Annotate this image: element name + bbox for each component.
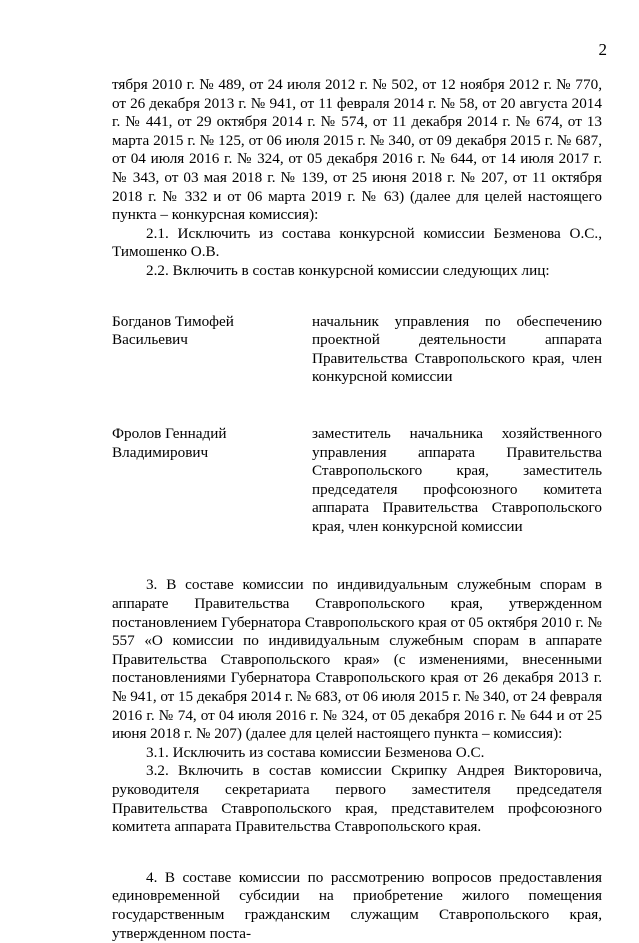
member-name: Богданов Тимофей Васильевич	[112, 312, 234, 349]
item-3-1: 3.1. Исключить из состава комиссии Безменова О.С.	[146, 743, 485, 761]
member-role: заместитель начальника хозяйственного управления аппарата Правительства Ставропольского края, заместитель председателя профсоюзного комитета аппарата Правительства Ставропольского края, член конкурсной комиссии	[312, 424, 602, 535]
commission-member	[112, 425, 602, 537]
section-spacer	[112, 387, 602, 425]
section-spacer	[112, 281, 602, 313]
document-body	[112, 76, 602, 943]
item-3: 3. В составе комиссии по индивидуальным служебным спорам в аппарате Правительства Ставропольского края, утвержденном постановлением Губернатора Ставропольского края от 05 октября 2010 г. № 557 «О комиссии по индивидуальным служебным спорам в аппарате Правительства Ставропольского края» (с изменениями, внесенными постановлениями Губернатора Ставропольского края от 26 декабря 2013 г. № 941, от 15 декабря 2014 г. № 683, от 06 июля 2015 г. № 340, от 24 февраля 2016 г. № 74, от 04 июля 2016 г. № 324, от 05 декабря 2016 г. № 644 и от 25 июня 2018 г. № 207) (далее для целей настоящего пункта – комиссия):	[112, 576, 602, 743]
item-2-2: 2.2. Включить в состав конкурсной комиссии следующих лиц:	[146, 261, 550, 279]
commission-member	[112, 313, 602, 387]
member-role: начальник управления по обеспечению проектной деятельности аппарата Правительства Ставропольского края, член конкурсной комиссии	[312, 312, 602, 386]
intro-paragraph: тября 2010 г. № 489, от 24 июля 2012 г. № 502, от 12 ноября 2012 г. № 770, от 26 декабря 2013 г. № 941, от 11 февраля 2014 г. № 58, от 20 августа 2014 г. № 441, от 29 октября 2014 г. № 574, от 11 декабря 2014 г. № 674, от 13 марта 2015 г. № 125, от 06 июля 2015 г. № 340, от 09 декабря 2015 г. № 687, от 04 июля 2016 г. № 324, от 05 декабря 2016 г. № 644, от 14 июля 2017 г. № 343, от 03 мая 2018 г. № 139, от 25 июня 2018 г. № 207, от 11 октября 2018 г. № 332 и от 06 марта 2019 г. № 63) (далее для целей настоящего пункта – конкурсная комиссия):	[112, 76, 602, 224]
item-4: 4. В составе комиссии по рассмотрению вопросов предоставления единовременной субсидии на приобретение жилого помещения государственным гражданским служащим Ставропольского края, утвержденном поста-	[112, 868, 602, 942]
page-number: 2	[598, 40, 607, 59]
item-3-2: 3.2. Включить в состав комиссии Скрипку Андрея Викторовича, руководителя секретариата первого заместителя председателя Правительства Ставропольского края, представителем профсоюзного комитета аппарата Правительства Ставропольского края.	[112, 762, 602, 836]
section-spacer	[112, 837, 602, 869]
member-name: Фролов Геннадий Владимирович	[112, 424, 227, 461]
section-spacer	[112, 536, 602, 576]
item-2-1: 2.1. Исключить из состава конкурсной комиссии Безменова О.С., Тимошенко О.В.	[112, 224, 602, 261]
